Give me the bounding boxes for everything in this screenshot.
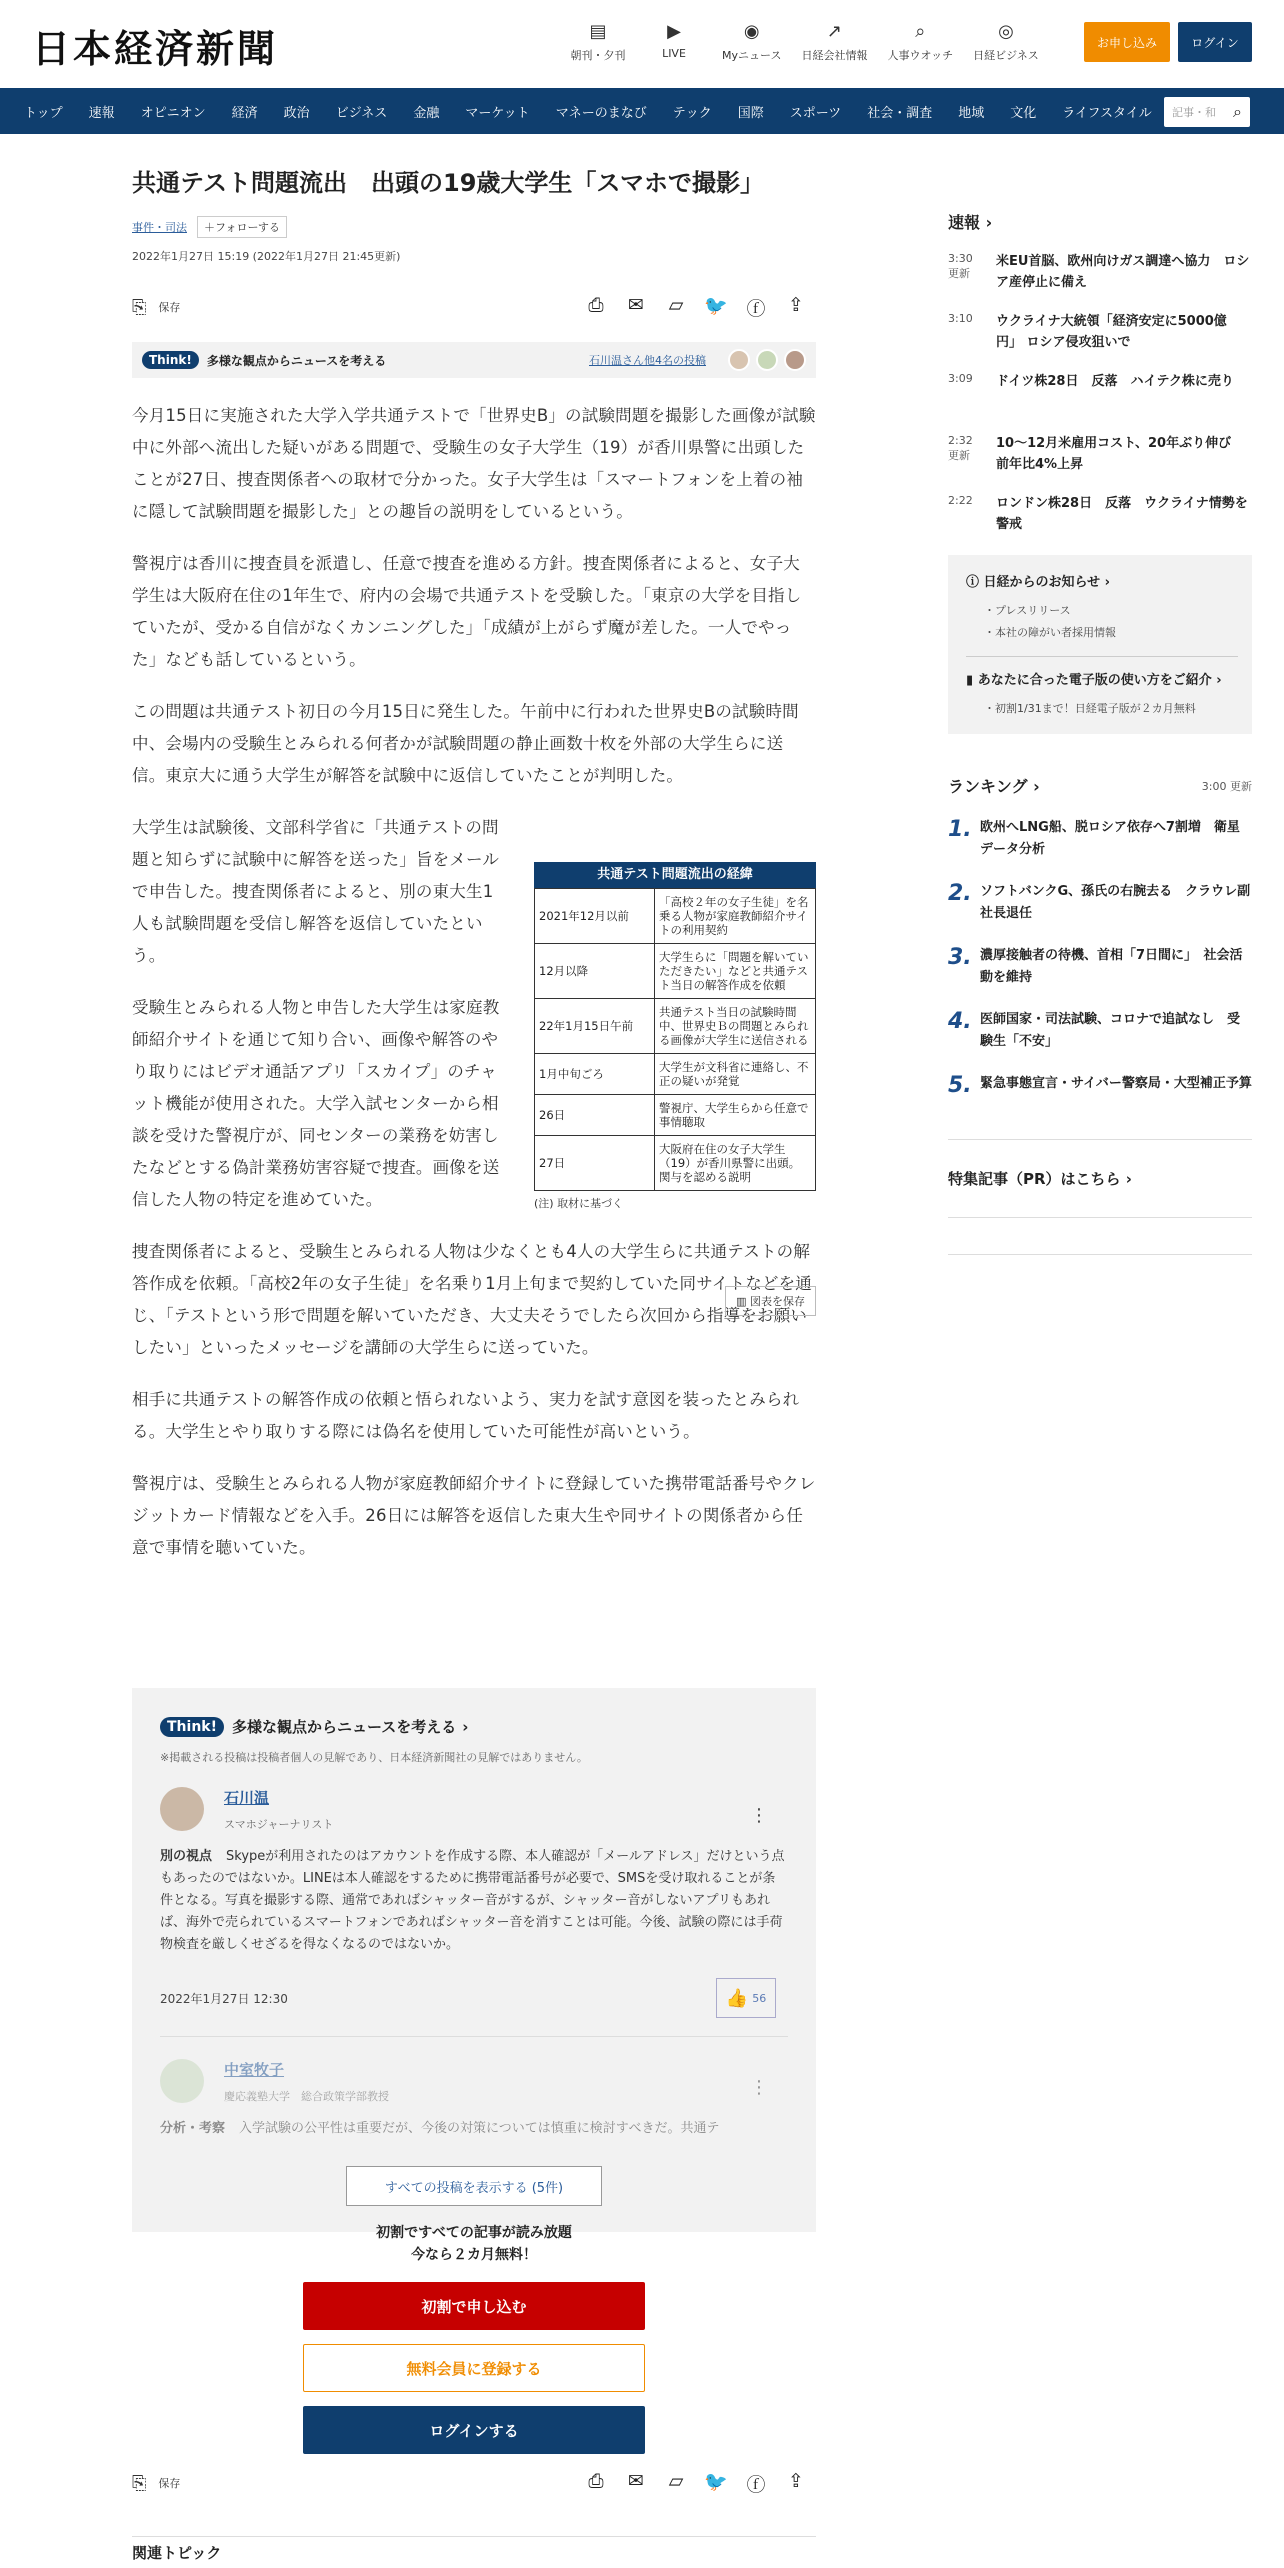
article-paragraph: 受験生とみられる人物と申告した大学生は家庭教師紹介サイトを通じて知り合い、画像や解答のやり取りにはビデオ通話アプリ「スカイプ」のチャット機能が使用された。大学入試センターから相談を受けた警視庁が、同センターの業務を妨害したなどとする偽計業務妨害容疑で捜査。画像を送信した人物の特定を進めていた。 [132, 998, 500, 1209]
ranking-header [948, 774, 1252, 797]
login-button[interactable]: ログイン [1178, 22, 1252, 62]
nav-item[interactable]: マネーのまなび [555, 105, 647, 121]
breaking-news-heading[interactable]: 速報 › [948, 213, 993, 232]
article-paragraph: 今月15日に実施された大学入学共通テストで「世界史B」の試験問題を撮影した画像が試験中に外部へ流出した疑いがある問題で、受験生の女子大学生（19）が香川県警に出頭したことが27日、捜査関係者への取材で分かった。女子大学生は「スマートフォンを上着の袖に隠して試験問題を撮影した」との趣旨の説明をしているという。 [132, 406, 816, 521]
share-icon[interactable]: ⇪ [788, 2469, 804, 2492]
related-topics-heading: 関連トピック [132, 2544, 222, 2562]
user-icon: ◉ [743, 20, 760, 42]
chart-icon: ▥ [736, 1295, 750, 1308]
post-date: 2022年1月27日 12:30 [160, 1991, 288, 2006]
article-paragraph: 大学生は試験後、文部科学省に「共通テストの問題と知らずに試験中に解答を送った」旨をメールで申告した。捜査関係者によると、別の東大生1人も試験問題を受信し解答を返信していたという。 [132, 818, 500, 965]
show-all-posts-button[interactable]: すべての投稿を表示する (5件) [346, 2166, 602, 2206]
header-link-company[interactable]: ↗ 日経会社情報 [801, 20, 868, 62]
ranking-item[interactable]: 1. 欧州へLNG船、脱ロシア依存へ7割増 衛星データ分析 [948, 817, 1240, 857]
divider [132, 2536, 816, 2537]
notice-link[interactable]: ・プレスリリース [984, 604, 1071, 617]
mail-icon[interactable]: ✉ [628, 293, 644, 316]
divider [966, 656, 1238, 657]
article-paragraph: 警視庁は香川に捜査員を派遣し、任意で捜査を進める方針。捜査関係者によると、女子大学生は大阪府在住の1年生で、府内の会場で共通テストを受験した。「東京の大学を目指していたが、受かる自信がなくカンニングした」「成績が上がらず魔が差した。一人でやった」なども話しているという。 [132, 554, 802, 669]
main-nav [0, 88, 1284, 134]
article-toolbar [132, 292, 816, 322]
avatar [728, 349, 750, 371]
divider [160, 2036, 788, 2037]
follow-button[interactable]: ＋フォローする [197, 216, 287, 238]
timeline-note: (注) 取材に基づく [534, 1197, 624, 1210]
breaking-item[interactable]: 3:10 ウクライナ大統領「経済安定に5000億円」 ロシア侵攻狙いで [948, 312, 1227, 350]
ranking-item[interactable]: 4. 医師国家・司法試験、コロナで追試なし 受験生「不安」 [948, 1009, 1241, 1049]
article-toolbar-bottom [132, 2468, 816, 2537]
table-row: 26日 警視庁、大学生らから任意で事情聴取 [535, 1095, 816, 1136]
twitter-icon[interactable]: 🐦 [704, 2470, 728, 2493]
promo-subline: 今なら２カ月無料！ [411, 2247, 537, 2263]
clip-icon: ⎘ [132, 2472, 147, 2494]
avatar[interactable] [160, 2059, 204, 2103]
article-paragraph: 捜査関係者によると、受験生とみられる人物は少なくとも4人の大学生らに共通テストの解答作成を依頼。「高校2年の女子生徒」を名乗り1月上旬まで契約していた同サイトなどを通じ、「テストという形で問題を解いていただき、大丈夫そうでしたら次回から指導をお願いしたい」といったメッセージを講師の大学生らに送っていた。 [132, 1242, 812, 1357]
more-menu-icon[interactable]: ⋮ [750, 2077, 768, 2098]
avatar [784, 349, 806, 371]
share-icon[interactable]: ⇪ [788, 293, 804, 316]
viewpoint-label: 別の視点 [160, 1849, 213, 1864]
compass-icon: ◎ [998, 20, 1014, 42]
nikkei-notice-box [948, 555, 1252, 734]
search-icon[interactable]: ⌕ [1233, 102, 1242, 121]
timeline-figure [534, 862, 816, 1211]
header-link-live[interactable]: ▶ LIVE [662, 20, 686, 60]
newspaper-icon: ▤ [589, 20, 607, 42]
book-icon: ▮ [966, 673, 978, 688]
nav-item[interactable]: 地域 [958, 105, 985, 121]
article-date: 2022年1月27日 15:19 (2022年1月27日 21:45更新) [132, 250, 401, 263]
author-name[interactable]: 中室牧子 [224, 2061, 285, 2079]
table-row: 12月以降 大学生らに「問題を解いていただきたい」などと共通テスト当日の解答作成を依頼 [535, 944, 816, 999]
nav-item[interactable]: トップ [24, 105, 63, 121]
free-register-button[interactable]: 無料会員に登録する [303, 2344, 645, 2392]
video-icon: ▶ [667, 20, 681, 42]
post-author [160, 1787, 788, 1832]
share-buttons [576, 2470, 816, 2497]
share-buttons [576, 294, 816, 321]
breaking-item[interactable]: 2:22 ロンドン株28日 反落 ウクライナ情勢を警戒 [948, 494, 1248, 532]
nav-item[interactable]: 社会・調査 [867, 105, 933, 121]
ranking-item[interactable]: 5. 緊急事態宣言・サイバー警察局・大型補正予算 [948, 1073, 1252, 1098]
ranking-item[interactable]: 2. ソフトバンクG、孫氏の右腕去る クラウレ副社長退任 [948, 881, 1251, 921]
table-row: 1月中旬ごろ 大学生が文科省に連絡し、不正の疑いが発覚 [535, 1054, 816, 1095]
header-link-mynews[interactable]: ◉ Myニュース [722, 20, 782, 62]
ranking-updated: 3:00 更新 [1201, 779, 1252, 793]
table-row: 27日 大阪府在住の女子大学生（19）が香川県警に出頭。関与を認める説明 [535, 1136, 816, 1191]
subscribe-button[interactable]: お申し込み [1084, 22, 1170, 62]
commenter-avatars [722, 349, 806, 371]
site-header [0, 0, 1284, 88]
header-link-business[interactable]: ◎ 日経ビジネス [973, 20, 1039, 62]
timeline-table [534, 888, 816, 1191]
info-icon: ⓘ [966, 575, 984, 590]
think-panel-header[interactable]: Think! 多様な観点からニュースを考える › [160, 1716, 788, 1737]
mail-icon[interactable]: ✉ [628, 2469, 644, 2492]
article-tags [132, 216, 816, 238]
chevron-right-icon: › [462, 1717, 469, 1736]
print-icon[interactable]: ⎙ [588, 2469, 604, 2492]
clip-icon: ⎘ [132, 296, 147, 318]
pr-articles-link[interactable]: 特集記事（PR）はこちら › [948, 1170, 1132, 1188]
article-title: 共通テスト問題流出 出頭の19歳大学生「スマホで撮影」 [132, 169, 764, 197]
category-link[interactable]: 事件・司法 [132, 221, 187, 234]
thumbs-up-icon: 👍 [725, 1987, 749, 2009]
save-button[interactable]: ⎘ 保存 [132, 2472, 181, 2494]
promo-login-button[interactable]: ログインする [303, 2406, 645, 2454]
divider [948, 1139, 1252, 1140]
nav-item[interactable]: 経済 [231, 105, 258, 121]
breaking-item[interactable]: 3:30 更新 米EU首脳、欧州向けガス調達へ協力 ロシア産停止に備え [948, 252, 1250, 290]
search-input[interactable]: 記事・和 ⌕ [1164, 97, 1250, 127]
header-icon-bar [570, 20, 1059, 63]
article-paragraph: 警視庁は、受験生とみられる人物が家庭教師紹介サイトに登録していた携帯電話番号やクレジットカード情報などを入手。26日には解答を返信した東大生や同サイトの関係者から任意で事情を聴いていた。 [132, 1474, 816, 1557]
nav-item[interactable]: テック [672, 105, 712, 121]
guide-heading[interactable]: ▮ あなたに合った電子版の使い方をご紹介 › [966, 673, 1222, 688]
header-link-personnel[interactable]: ⌕ 人事ウオッチ [887, 20, 954, 62]
notice-link[interactable]: ・本社の障がい者採用情報 [984, 626, 1116, 639]
like-button[interactable]: 👍 56 [716, 1978, 776, 2018]
facebook-icon[interactable]: ⓕ [746, 2473, 766, 2496]
expert-post [160, 2059, 788, 2140]
breaking-item[interactable]: 2:32 更新 10～12月米雇用コスト、20年ぶり伸び 前年比4%上昇 [948, 434, 1245, 472]
think-badge: Think! [142, 351, 199, 369]
think-badge: Think! [160, 1717, 224, 1737]
article-main [132, 134, 816, 2440]
post-footer [160, 1978, 788, 2018]
facebook-icon[interactable]: ⓕ [746, 297, 766, 320]
promo-headline: 初割ですべての記事が読み放題 [376, 2225, 572, 2241]
ranking-heading[interactable]: ランキング › [948, 777, 1040, 796]
nikkei-logo[interactable]: 日本経済新聞 [32, 26, 279, 71]
sidebar [948, 134, 1252, 1255]
nav-item[interactable]: 速報 [88, 105, 115, 121]
post-body: 別の視点 Skypeが利用されたのはアカウントを作成する際、本人確認が「メールアドレス」だけという点もあったのではないか。LINEは本人確認をするために携帯電話番号が必要で、SMSを受け取れることが条件となる。写真を撮影する際、通常であればシャッター音がするが、シャッター音がしないアプリもあれば、海外で売られているスマートフォンであればシャッター音を消すことは可能。今後、試験の際には手荷物検査を厳しくせざるを得なくなるのではないか。 [160, 1849, 785, 1952]
save-chart-button[interactable]: ▥ 図表を保存 [725, 1286, 816, 1316]
nav-item[interactable]: マーケット [465, 105, 530, 121]
table-row: 22年1月15日午前 共通テスト当日の試験時間中、世界史Ｂの問題とみられる画像が大学生に送信される [535, 999, 816, 1054]
nav-item[interactable]: 政治 [283, 105, 310, 121]
print-icon[interactable]: ⎙ [588, 293, 604, 316]
think-panel [132, 1688, 816, 2232]
think-text: 多様な観点からニュースを考える [206, 353, 387, 368]
guide-link[interactable]: ・初割1/31まで！日経電子版が２カ月無料 [984, 702, 1196, 715]
chart-icon: ↗ [826, 20, 842, 42]
search-person-icon: ⌕ [915, 20, 926, 42]
nav-item[interactable]: ライフスタイル [1062, 105, 1152, 121]
nav-item[interactable]: オピニオン [140, 105, 206, 121]
twitter-icon[interactable]: 🐦 [704, 294, 728, 317]
author-name[interactable]: 石川温 [224, 1789, 270, 1807]
avatar[interactable] [160, 1787, 204, 1831]
think-banner[interactable] [132, 342, 816, 378]
expert-post [160, 1787, 788, 2018]
viewpoint-label: 分析・考察 [160, 2121, 226, 2136]
article-paragraph: この問題は共通テスト初日の今月15日に発生した。午前中に行われた世界史Bの試験時間中、会場内の受験生とみられる何者かが試験問題の静止画数十枚を外部の大学生らに送信。東京大に通う大学生が解答を試験中に返信していたことが判明した。 [132, 702, 799, 785]
author-role: 慶応義塾大学 総合政策学部教授 [224, 2090, 389, 2103]
breaking-item[interactable]: 3:09 ドイツ株28日 反落 ハイテク株に売り [948, 372, 1234, 389]
avatar [756, 349, 778, 371]
table-row: 2021年12月以前 「高校２年の女子生徒」を名乗る人物が家庭教師紹介サイトの利用契約 [535, 889, 816, 944]
subscription-promo [132, 2222, 816, 2454]
header-link-paper[interactable]: ▤ 朝刊・夕刊 [570, 20, 626, 62]
nav-item[interactable]: 文化 [1010, 105, 1037, 121]
divider [948, 1217, 1252, 1218]
trial-signup-button[interactable]: 初割で申し込む [303, 2282, 645, 2330]
note-icon[interactable]: ▱ [668, 293, 684, 316]
timeline-title: 共通テスト問題流出の経緯 [534, 862, 816, 888]
ranking-item[interactable]: 3. 濃厚接触者の待機、首相「7日間に」 社会活動を維持 [948, 945, 1243, 985]
save-button[interactable]: ⎘ 保存 [132, 296, 181, 318]
post-body: 分析・考察 入学試験の公平性は重要だが、今後の対策については慎重に検討すべきだ。共通テ [160, 2121, 720, 2136]
author-role: スマホジャーナリスト [224, 1818, 334, 1831]
think-posts-link[interactable]: 石川温さん他4名の投稿 [589, 354, 706, 367]
nav-item[interactable]: ビジネス [335, 105, 388, 121]
post-author [160, 2059, 788, 2104]
divider [948, 1254, 1252, 1255]
article-paragraph: 相手に共通テストの解答作成の依頼と悟られないよう、実力を試す意図を装ったとみられる。大学生とやり取りする際には偽名を使用していた可能性が高いという。 [132, 1390, 800, 1441]
more-menu-icon[interactable]: ⋮ [750, 1805, 768, 1826]
chevron-right-icon: › [980, 213, 993, 232]
nav-item[interactable]: 金融 [413, 105, 440, 121]
think-disclaimer: ※掲載される投稿は投稿者個人の見解であり、日本経済新聞社の見解ではありません。 [160, 1751, 588, 1764]
note-icon[interactable]: ▱ [668, 2469, 684, 2492]
plus-icon: ＋ [204, 221, 215, 234]
nav-item[interactable]: 国際 [737, 105, 764, 121]
nav-item[interactable]: スポーツ [789, 105, 842, 121]
notice-heading[interactable]: ⓘ 日経からのお知らせ › [966, 575, 1111, 590]
